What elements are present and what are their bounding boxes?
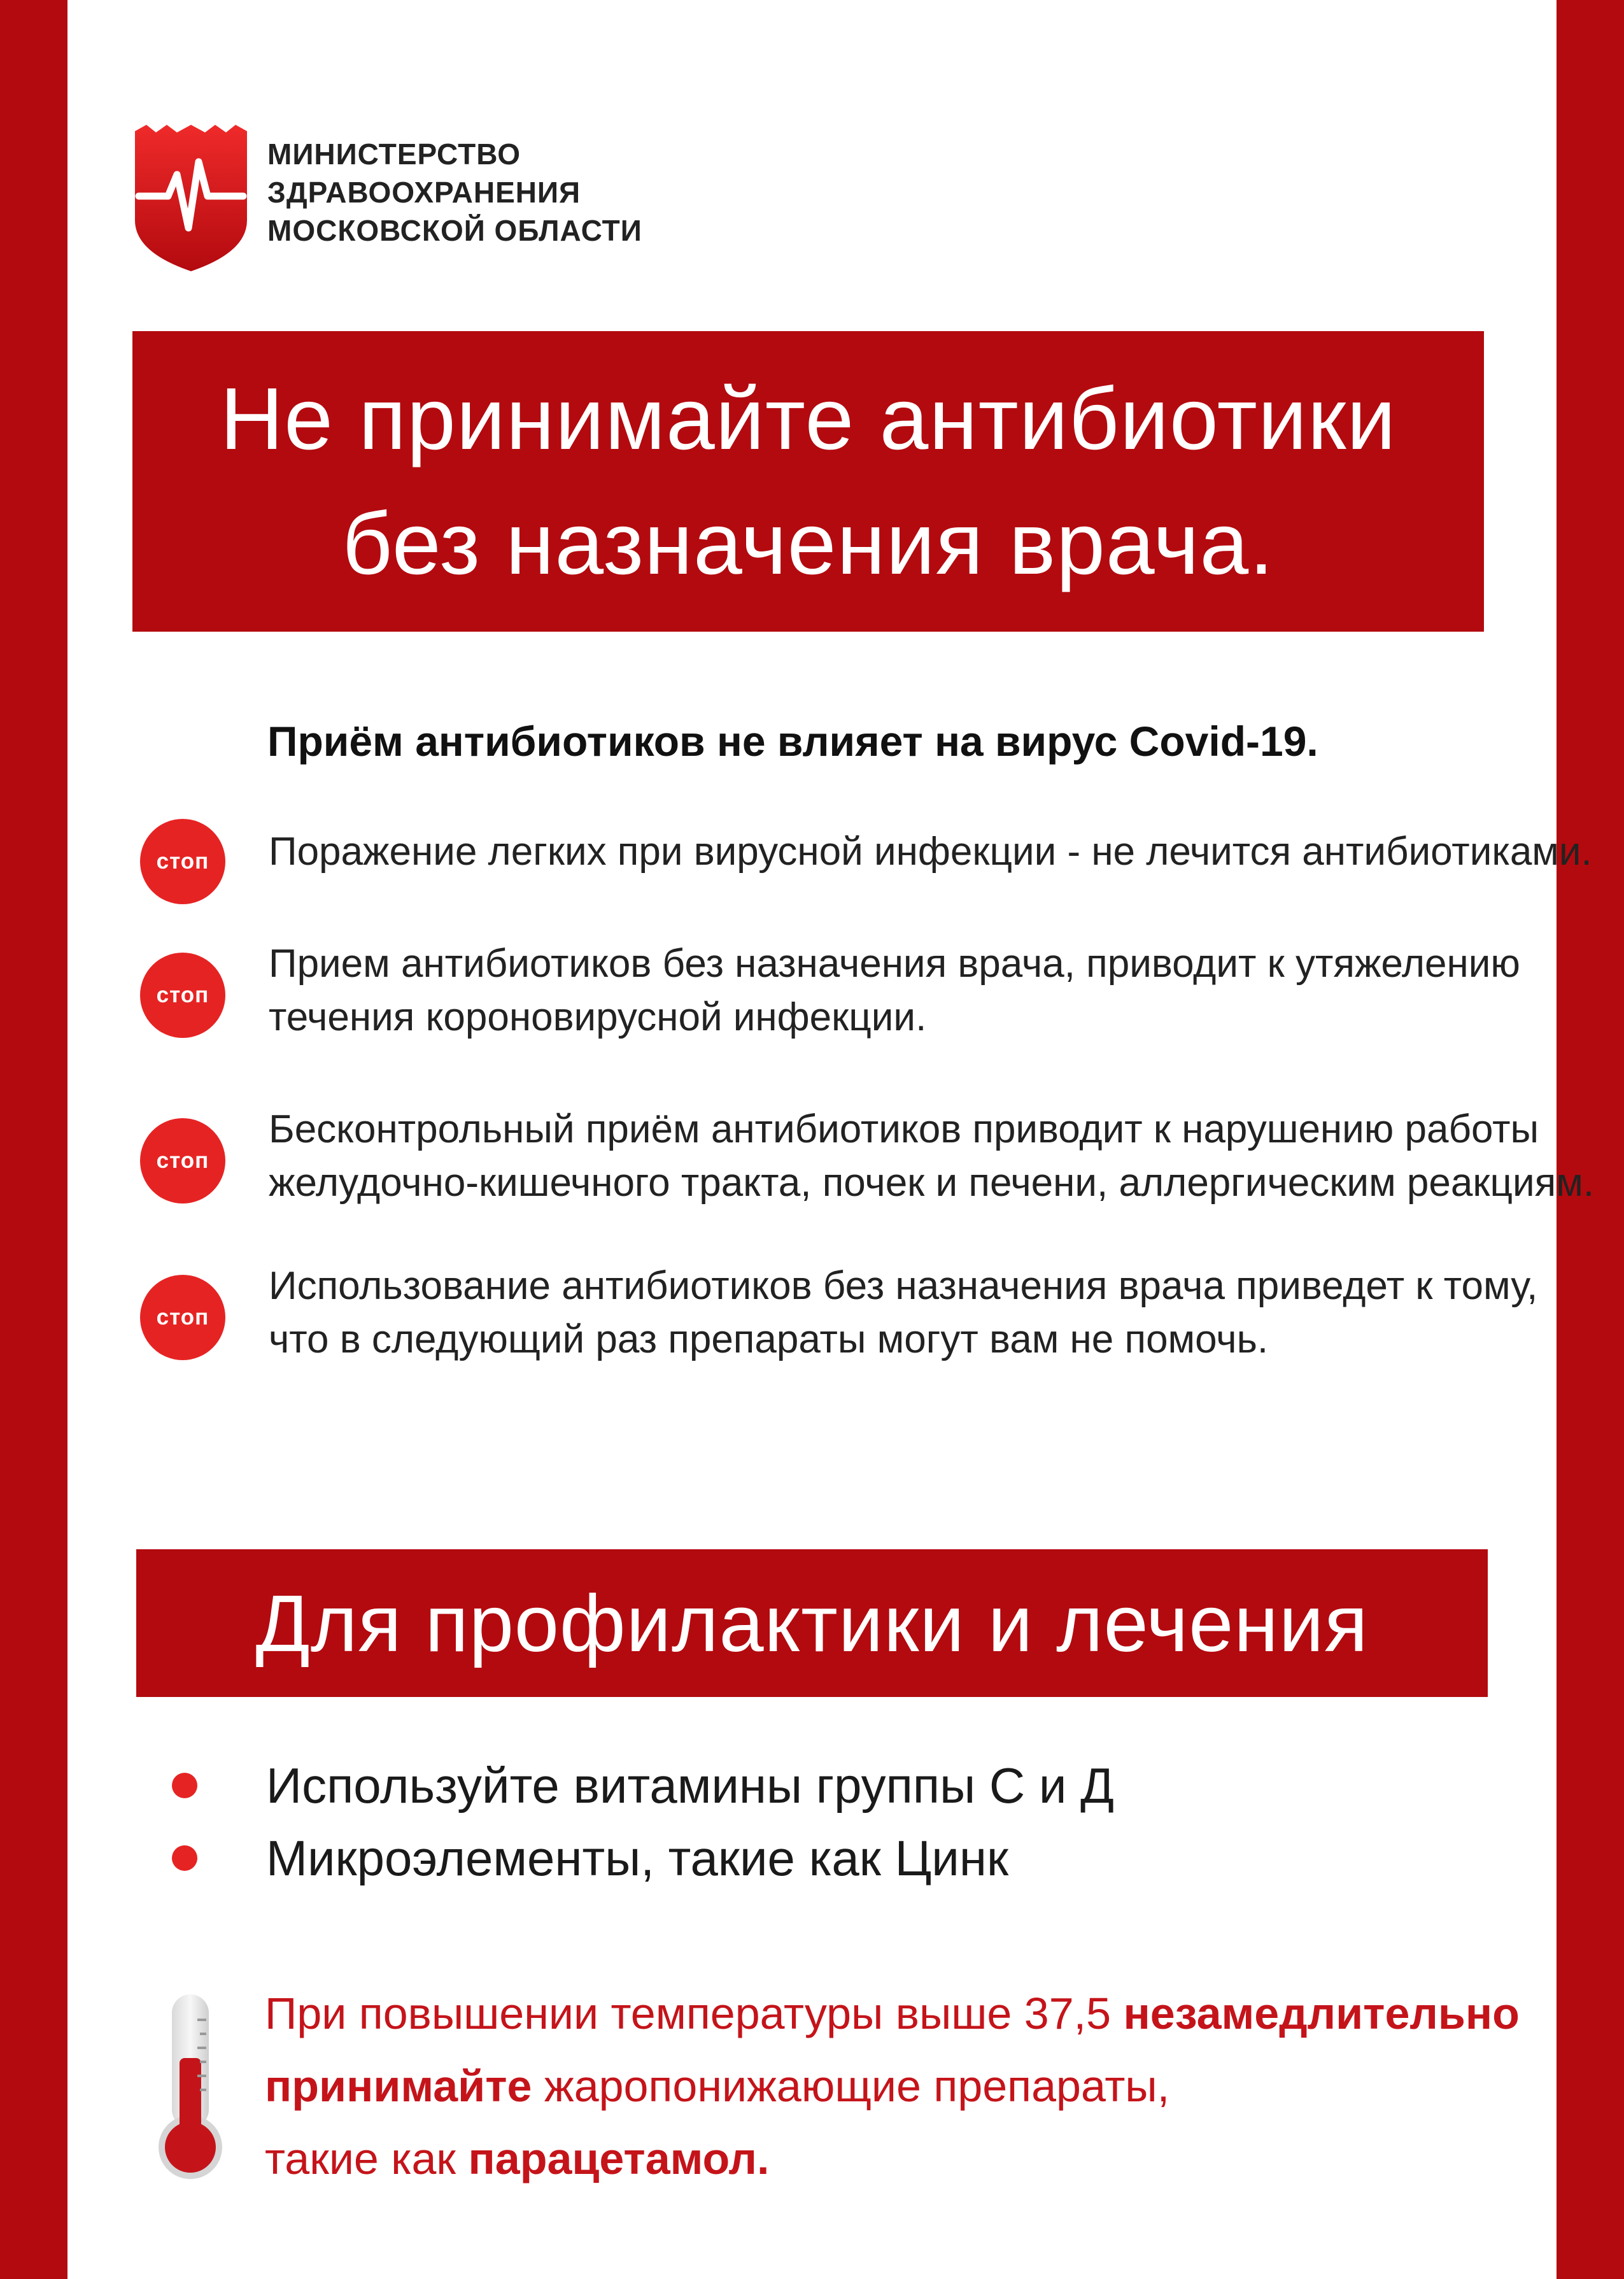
- warning-text: такие как: [265, 2134, 469, 2183]
- stop-item-line: Использование антибиотиков без назначения врача приведет к тому,: [269, 1264, 1538, 1308]
- list-item-text: Используйте витамины группы С и Д: [266, 1757, 1114, 1814]
- bullet-dot-icon: [172, 1773, 197, 1798]
- ministry-name-line: ЗДРАВООХРАНЕНИЯ: [267, 176, 581, 209]
- warning-line: [265, 2122, 1520, 2195]
- warning-line: [265, 1977, 1520, 2050]
- left-border-bar: [0, 0, 67, 2279]
- stop-item: [140, 937, 1541, 1058]
- stop-badge: стоп: [140, 1118, 225, 1203]
- ministry-name-line: МОСКОВСКОЙ ОБЛАСТИ: [267, 214, 642, 247]
- ministry-name-line: МИНИСТЕРСТВО: [267, 138, 521, 171]
- warning-emphasis: незамедлительно: [1123, 1989, 1520, 2038]
- warning-emphasis: парацетамол.: [468, 2134, 770, 2183]
- ministry-name: [267, 135, 642, 250]
- list-item-text: Микроэлементы, такие как Цинк: [266, 1830, 1009, 1886]
- prevention-banner: [136, 1549, 1488, 1697]
- stop-item-line: Прием антибиотиков без назначения врача, приводит к утяжелению: [269, 942, 1520, 986]
- stop-badge: стоп: [140, 953, 225, 1038]
- stop-item: [140, 825, 1592, 946]
- warning-emphasis: принимайте: [265, 2061, 532, 2111]
- stop-item-line: Бесконтрольный приём антибиотиков приводит к нарушению работы: [269, 1107, 1539, 1151]
- warning-text: жаропонижающие препараты,: [532, 2061, 1170, 2111]
- stop-badge: стоп: [140, 819, 225, 904]
- stop-item-line: течения короновирусной инфекции.: [269, 995, 927, 1039]
- lead-statement: Приём антибиотиков не влияет на вирус Covid-19.: [267, 718, 1318, 765]
- thermometer-icon: [155, 1994, 225, 2179]
- headline-line: без назначения врача.: [342, 495, 1274, 593]
- stop-item-text: [269, 1103, 1594, 1210]
- stop-item: [140, 1103, 1595, 1224]
- stop-item-line: что в следующий раз препараты могут вам не помочь.: [269, 1317, 1269, 1361]
- stop-badge: стоп: [140, 1275, 225, 1360]
- headline-line: Не принимайте антибиотики: [220, 370, 1397, 468]
- stop-item: [140, 1260, 1541, 1381]
- prevention-title: Для профилактики и лечения: [255, 1578, 1369, 1668]
- stop-item-line: желудочно-кишечного тракта, почек и печени, аллергическим реакциям.: [269, 1161, 1595, 1205]
- warning-text: При повышении температуры выше 37,5: [265, 1989, 1124, 2038]
- fever-warning: [265, 1977, 1520, 2195]
- main-headline-banner: [132, 331, 1484, 632]
- heart-pulse-shield-icon: [135, 125, 247, 271]
- stop-item-line: Поражение легких при вирусной инфекции - не лечится антибиотиками.: [269, 830, 1592, 874]
- stop-item-text: [269, 937, 1520, 1044]
- bullet-dot-icon: [172, 1845, 197, 1871]
- stop-item-text: [269, 825, 1592, 879]
- warning-line: [265, 2050, 1520, 2122]
- stop-item-text: [269, 1260, 1537, 1367]
